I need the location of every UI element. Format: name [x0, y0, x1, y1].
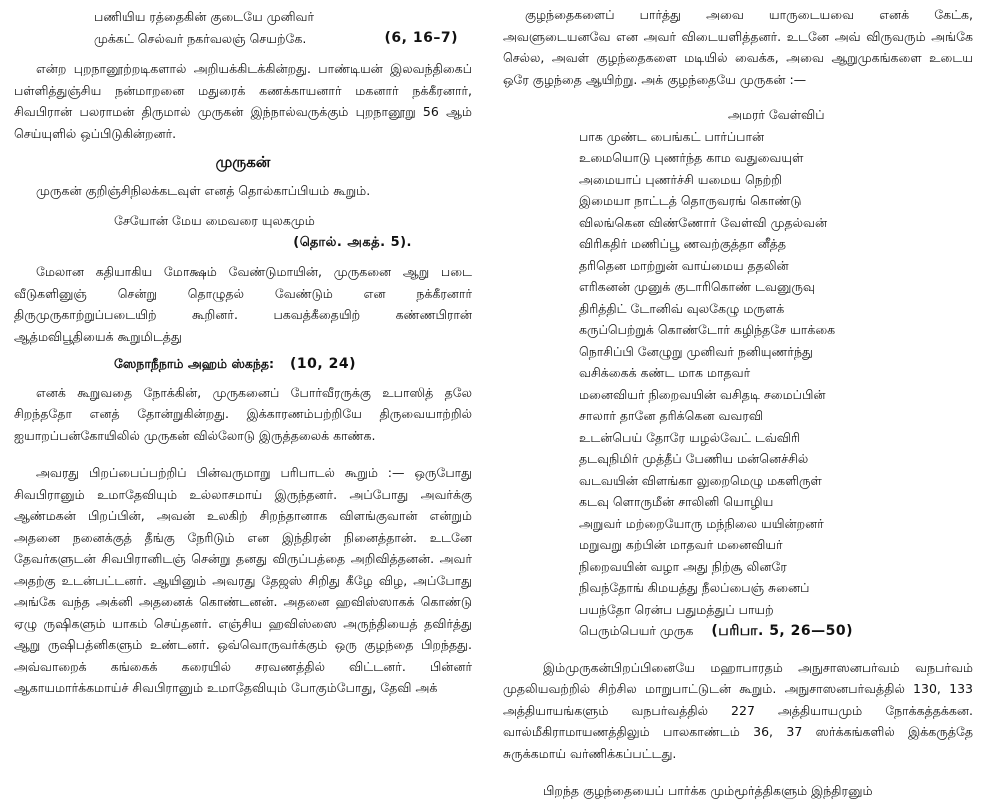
quote-line-text: முக்கட் செல்வர் நகர்வலஞ் செயற்கே.	[94, 30, 307, 46]
paragraph: அவரது பிறப்பைப்பற்றிப் பின்வருமாறு பரிபாடல் கூறும் :— ஒருபோது சிவபிரானும் உமாதேவியும் உல்லாசமாய் இருந்தனர். அப்போது அவர்க்கு ஆண்மகன் பிறப்பின், அவன் உலகிற் சிறந்தானாக விளங்குவான் என்றும் அதனை நனைக்குத் தீங்கு நேரிடும் என இந்திரன் நினைத்தான். உடனே தேவர்களுடன் சிவபிரானிடஞ் சென்று தனது விருப்பத்தை அறிவித்தனன். அவர் அதற்கு உடன்பட்டனர். ஆயினும் அவரது தேஜஸ் சிறிது கீழே விழ, அப்போது அங்கே வந்த அக்னி அதனைக் கொண்டனன். அதனை ஹவிஸ்ஸாகக் கொண்டு ஏழு ருஷிகளும் யாகம் செய்தனர். எஞ்சிய ஹவிஸ்ஸை அருந்தியைத் தவிர்த்து ஆறு ருஷிபத்னிகளும் உண்டனர். ஒவ்வொருவர்க்கும் ஒரு குழந்தை பிறந்தது. அவ்வாறைக் கங்கைக் கரையில் சரவணத்தில் விட்டனர். பின்னர் ஆகாயமார்க்கமாய்ச் சிவபிரானும் உமாதேவியும் போகும்போது, தேவி அக்	[14, 465, 472, 695]
verse-line: பயந்தோ ரென்ப பதுமத்துப் பாயற்	[579, 601, 774, 617]
verse-block	[503, 126, 973, 621]
verse-quote: சேயோன் மேய மைவரை யுலகமும்	[114, 213, 315, 228]
verse-line: வடவயின் விளங்கா லுறைமெழு மகளிருள்	[579, 472, 822, 488]
sanskrit-quote	[14, 353, 472, 376]
paragraph: முருகன் குறிஞ்சிநிலக்கடவுள் எனத் தொல்காப்பியம் கூறும்.	[36, 182, 371, 198]
verse-line: சாலார் தானே தரிக்கென வவரவி	[579, 408, 764, 423]
verse-line: கருப்பெற்றுக் கொண்டோர் கழிந்தசே யாக்கை	[579, 322, 836, 337]
verse-line: உடன்பெய் தோரே யழல்வேட் டவ்விரி	[579, 429, 801, 445]
verse-line: பாக முண்ட பைங்கட் பார்ப்பான்	[579, 128, 765, 144]
verse-line: நொசிப்பி னேழுறு முனிவர் நனியுணர்ந்து	[579, 343, 813, 359]
verse-line: எரிகனன் முனுக் குடாரிகொண் டவனுருவு	[579, 279, 815, 294]
quote-line: பணியிய ரத்தைகின் குடையே முனிவர்	[94, 9, 315, 24]
verse-line: அமையாப் புணர்ச்சி யமைய நெற்றி	[579, 171, 783, 187]
quote-line	[94, 28, 472, 50]
verse-head: அமரர் வேள்விப்	[728, 107, 825, 122]
verse-line: தரிதென மாற்றுன் வாய்மைய ததலின்	[579, 257, 789, 273]
quote-reference: (10, 24)	[290, 356, 356, 372]
verse-line: மறுவறு கற்பின் மாதவர் மனைவியர்	[579, 537, 783, 552]
paragraph: என்ற புறநானூற்றடிகளால் அறியக்கிடக்கின்றது. பாண்டியன் இலவந்திகைப் பள்ளித்துஞ்சிய நன்மாறனை மதுரைக் கணக்காயனார் மகனார் நக்கீரனார், சிவபிரான் பலராமன் திருமால் முருகன் இந்நால்வருக்கும் புறநானூறு 56 ஆம் செய்யுளில் ஒப்பிடுகின்றனர்.	[14, 61, 472, 141]
left-column	[14, 0, 472, 699]
paragraph: பிறந்த குழந்தையைப் பார்க்க மும்மூர்த்திகளும் இந்திரனும்	[543, 783, 873, 798]
paragraph: இம்முருகன்பிறப்பினையே மஹாபாரதம் அநுசாஸனபர்வம் வநபர்வம் முதலியவற்றில் சிற்சில மாறுபாட்டுடன் கூறும். அநுசாஸனபர்வத்தில் 130, 133 அத்தியாயங்களும் வநபர்வத்தில் 227 அத்தியாயமும் நோக்கத்தக்கன. வால்மீகிராமாயணத்திலும் பாலகாண்டம் 36, 37 ஸர்க்கங்களில் இக்கருத்தே சுருக்கமாய் வர்ணிக்கப்பட்டது.	[503, 659, 973, 761]
quote-reference: (6, 16–7)	[384, 29, 458, 46]
sanskrit-quote-text: ஸேநாநீநாம் அஹம் ஸ்கந்த:	[114, 356, 275, 371]
verse-line: அறுவர் மற்றையோரு மந்நிலை யயின்றனர்	[579, 515, 824, 531]
verse-line: உமையொடு புணர்ந்த காம வதுவையுள்	[579, 150, 804, 165]
verse-line: மனைவியர் நிறைவயின் வசிதடி சமைப்பின்	[579, 386, 826, 402]
right-column	[503, 0, 973, 802]
verse-line: தடவுநிமிர் முத்தீப் பேணிய மன்னெச்சில்	[579, 451, 809, 466]
paragraph: குழந்தைகளைப் பார்த்து அவை யாருடையவை எனக் கேட்க, அவளுடையனவே என அவர் விடையளித்தனர். உடனே அவ் விருவரும் அங்கே செல்ல, அவள் குழந்தைகளை மடியில் வைக்க, அவை ஆறுமுகங்களை உடைய ஒரே குழந்தை ஆயிற்று. அக் குழந்தையே முருகன் :—	[503, 7, 973, 87]
paragraph: எனக் கூறுவதை நோக்கின், முருகனைப் போர்வீரருக்கு உபாஸித் தலே சிறந்ததோ எனத் தோன்றுகின்றது. இக்காரணம்பற்றியே திருவையாற்றில் ஐயாறப்பன்கோயிலில் முருகன் வில்லோடு இருத்தலைக் காண்க.	[14, 384, 472, 443]
verse-line: விலங்கென விண்ணோர் வேள்வி முதல்வன்	[579, 214, 828, 230]
quote-reference: (தொல். அகத். 5).	[293, 234, 412, 250]
verse-ref-line	[503, 620, 973, 643]
paragraph: மேலான கதியாகிய மோக்ஷம் வேண்டுமாயின், முருகனை ஆறு படை வீடுகளினுஞ் சென்று தொழுதல் வேண்டும் என நக்கீரனார் திருமுருகாற்றுப்படையிற் கூறினர். பகவத்கீதையிற் கண்ணபிரான் ஆத்மவிபூதியைக் கூறுமிடத்து	[14, 264, 472, 344]
verse-line: இமையா நாட்டத் தொருவரங் கொண்டு	[579, 193, 802, 208]
verse-line: பெரும்பெயர் முருக	[579, 623, 694, 638]
quote-block-1	[14, 6, 472, 49]
verse-line: வசிக்கைக் கண்ட மாக மாதவர்	[579, 365, 751, 380]
verse-line: கடவு ளொருமீன் சாலினி யொழிய	[579, 494, 774, 509]
verse-line: திரித்திட் டோனிவ் வுலகேழு மருளக்	[579, 300, 785, 316]
verse-line: நிவந்தோங் கிமயத்து நீலப்பைஞ் சுனைப்	[579, 580, 810, 595]
section-heading: முருகன்	[215, 153, 271, 171]
verse-line: நிறைவயின் வழா அது நிற்சூ லினரே	[579, 558, 787, 574]
quote-reference: (பரிபா. 5, 26—50)	[711, 623, 853, 639]
verse-line: விரிகதிர் மணிப்பூ ணவற்குத்தா னீத்த	[579, 236, 787, 251]
